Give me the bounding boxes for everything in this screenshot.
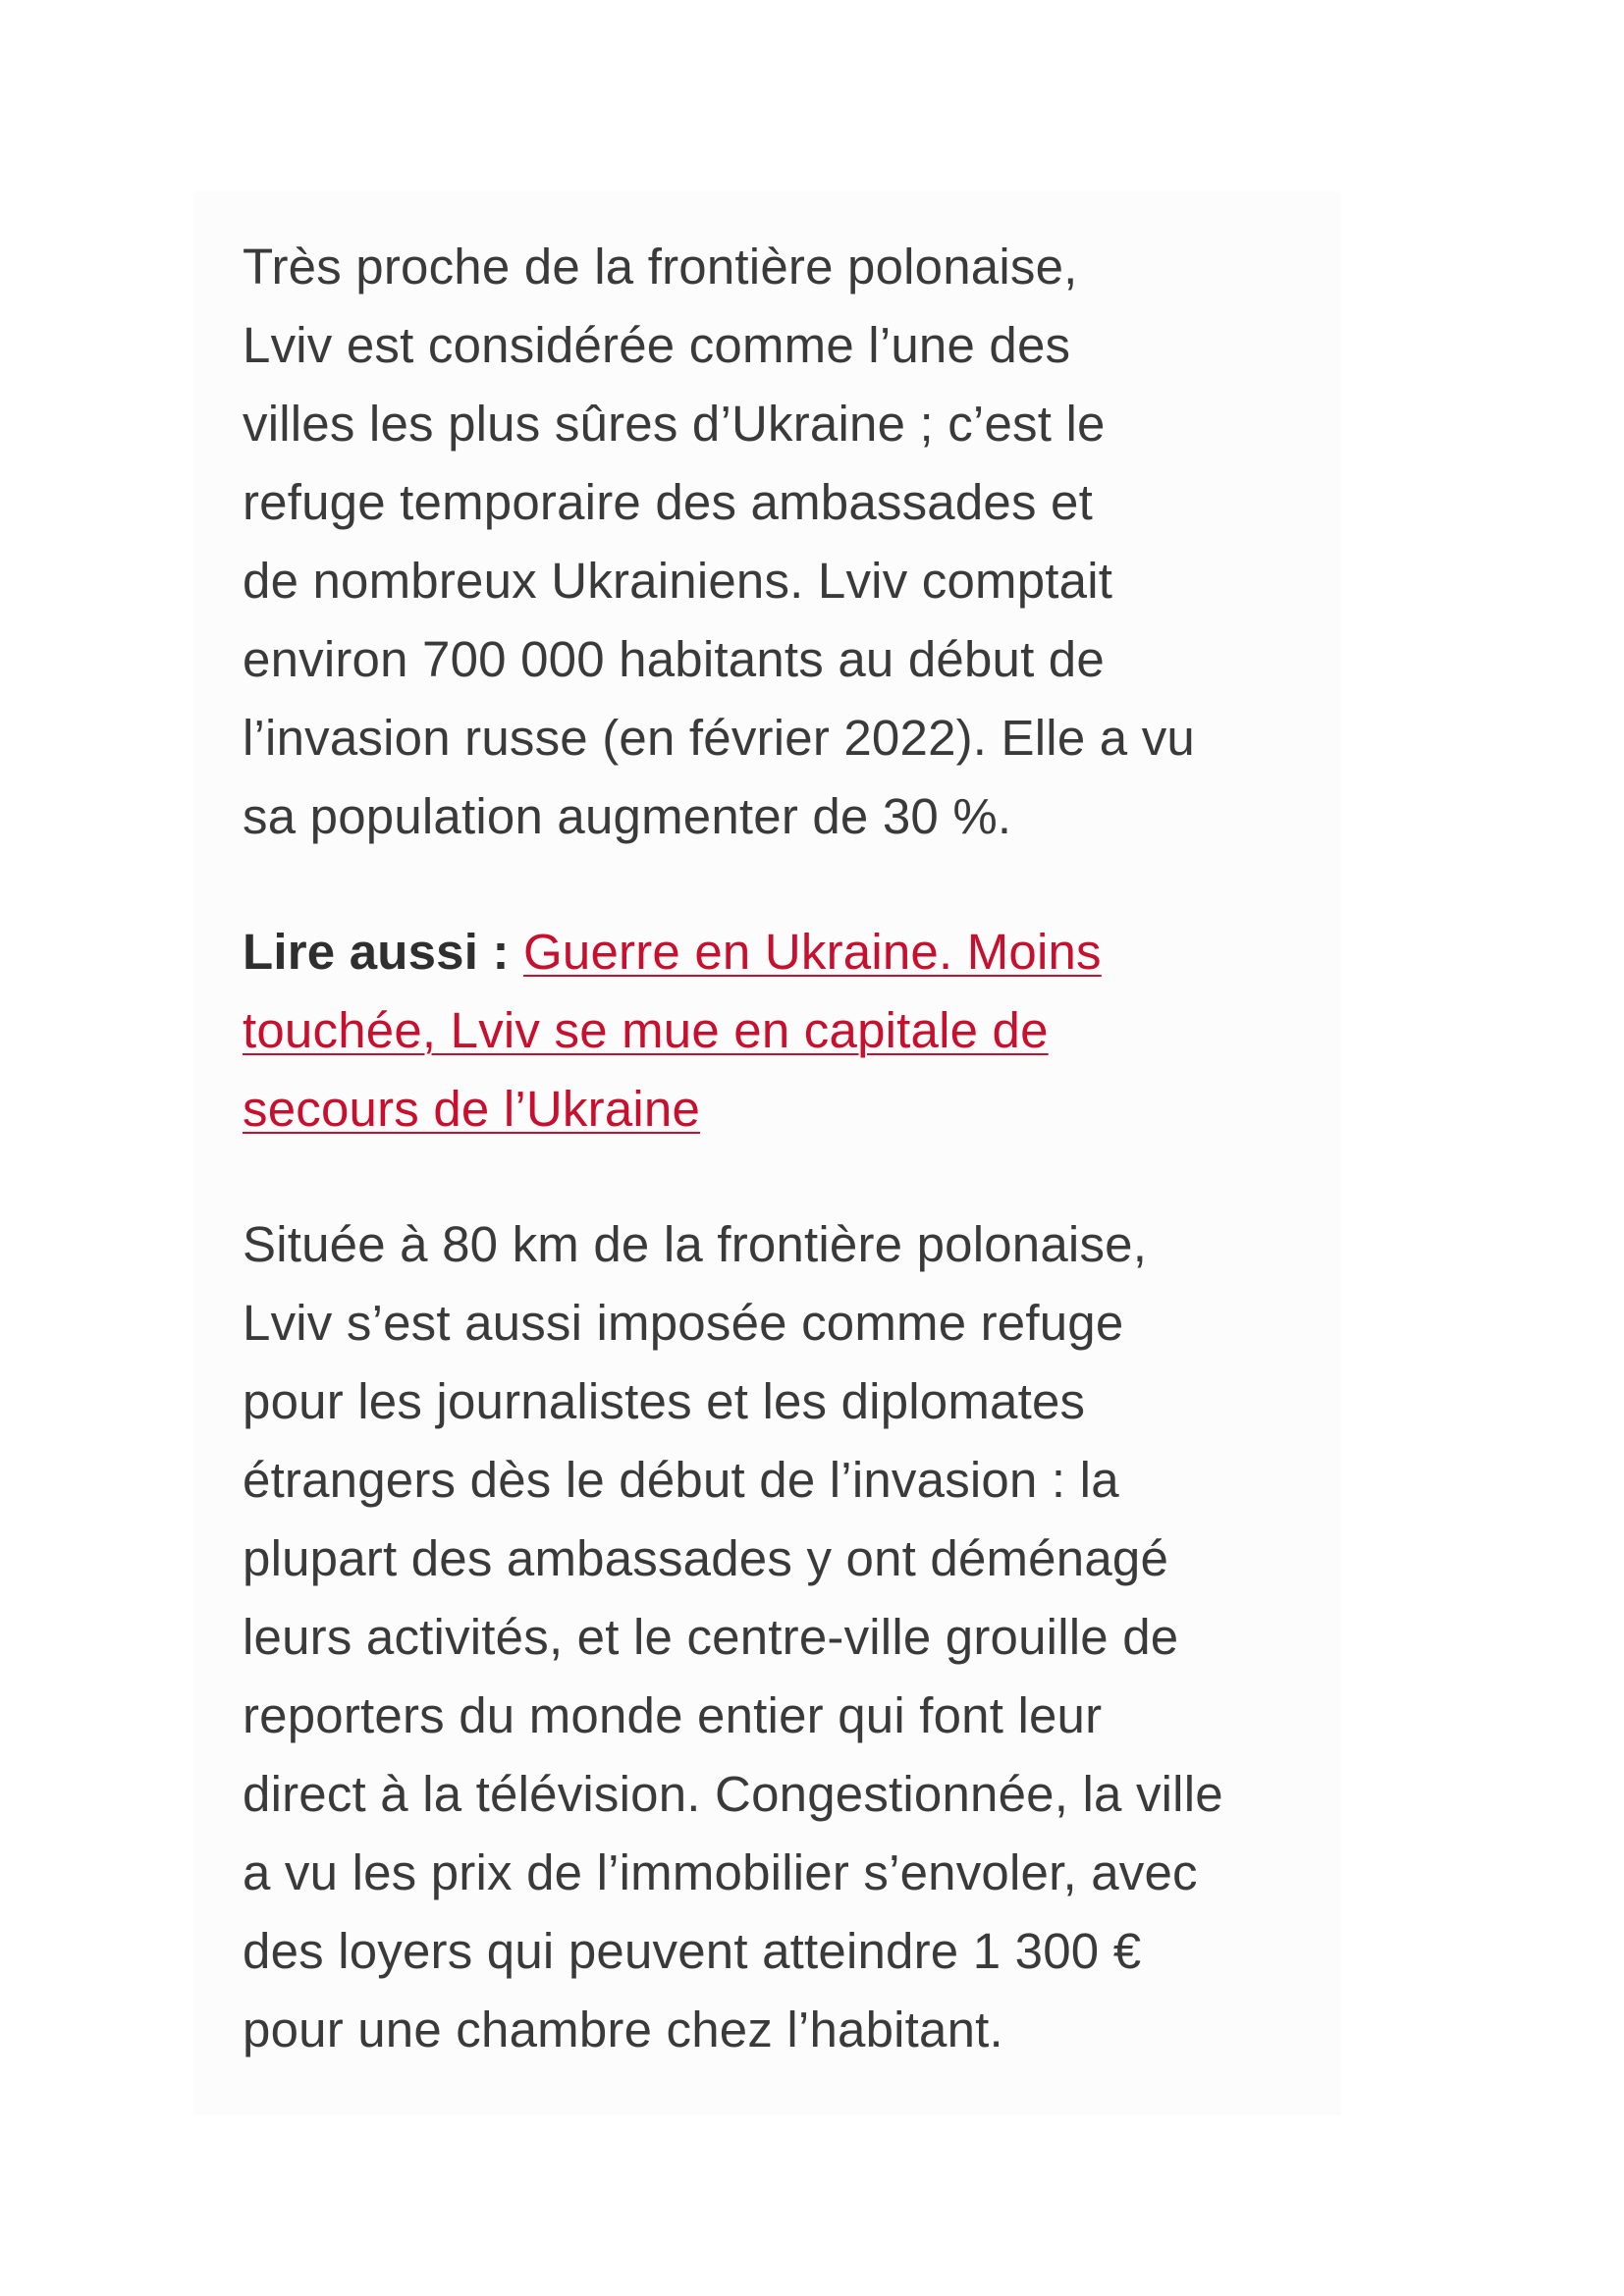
paragraph-line: a vu les prix de l’immobilier s’envoler, avec	[243, 1844, 1198, 1900]
paragraph-line: villes les plus sûres d’Ukraine ; c’est le	[243, 396, 1106, 452]
paragraph-line: l’invasion russe (en février 2022). Elle a vu	[243, 710, 1195, 766]
paragraph-line: refuge temporaire des ambassades et	[243, 474, 1093, 530]
article-paragraph-2	[243, 1205, 1323, 2069]
paragraph-line: plupart des ambassades y ont déménagé	[243, 1530, 1169, 1586]
paragraph-line: Lviv s’est aussi imposée comme refuge	[243, 1295, 1124, 1351]
article-body	[243, 228, 1323, 2069]
paragraph-line: étrangers dès le début de l’invasion : la	[243, 1452, 1119, 1508]
paragraph-line: sa population augmenter de 30 %.	[243, 788, 1012, 844]
paragraph-line: direct à la télévision. Congestionnée, la ville	[243, 1766, 1223, 1822]
paragraph-line: des loyers qui peuvent atteindre 1 300 €	[243, 1923, 1142, 1979]
paragraph-line: Très proche de la frontière polonaise,	[243, 239, 1078, 294]
read-also-link-part-1[interactable]: Guerre en Ukraine. Moins	[523, 924, 1102, 980]
read-also-line-3	[243, 1070, 1323, 1148]
read-also-line-2	[243, 991, 1323, 1070]
paragraph-line: environ 700 000 habitants au début de	[243, 631, 1105, 687]
read-also-line-1	[243, 913, 1323, 991]
read-also-link-part-3[interactable]: secours de l’Ukraine	[243, 1081, 701, 1137]
article-paragraph-1	[243, 228, 1323, 856]
read-also-link-part-2[interactable]: touchée, Lviv se mue en capitale de	[243, 1002, 1049, 1058]
read-also-label: Lire aussi :	[243, 924, 524, 980]
paragraph-line: pour une chambre chez l’habitant.	[243, 2002, 1003, 2057]
paragraph-line: reporters du monde entier qui font leur	[243, 1687, 1103, 1743]
read-also	[243, 913, 1323, 1148]
paragraph-line: leurs activités, et le centre-ville grouille de	[243, 1609, 1179, 1665]
paragraph-line: de nombreux Ukrainiens. Lviv comptait	[243, 553, 1113, 609]
paragraph-line: Lviv est considérée comme l’une des	[243, 317, 1071, 373]
paragraph-line: pour les journalistes et les diplomates	[243, 1373, 1086, 1429]
paragraph-line: Située à 80 km de la frontière polonaise,	[243, 1216, 1148, 1272]
